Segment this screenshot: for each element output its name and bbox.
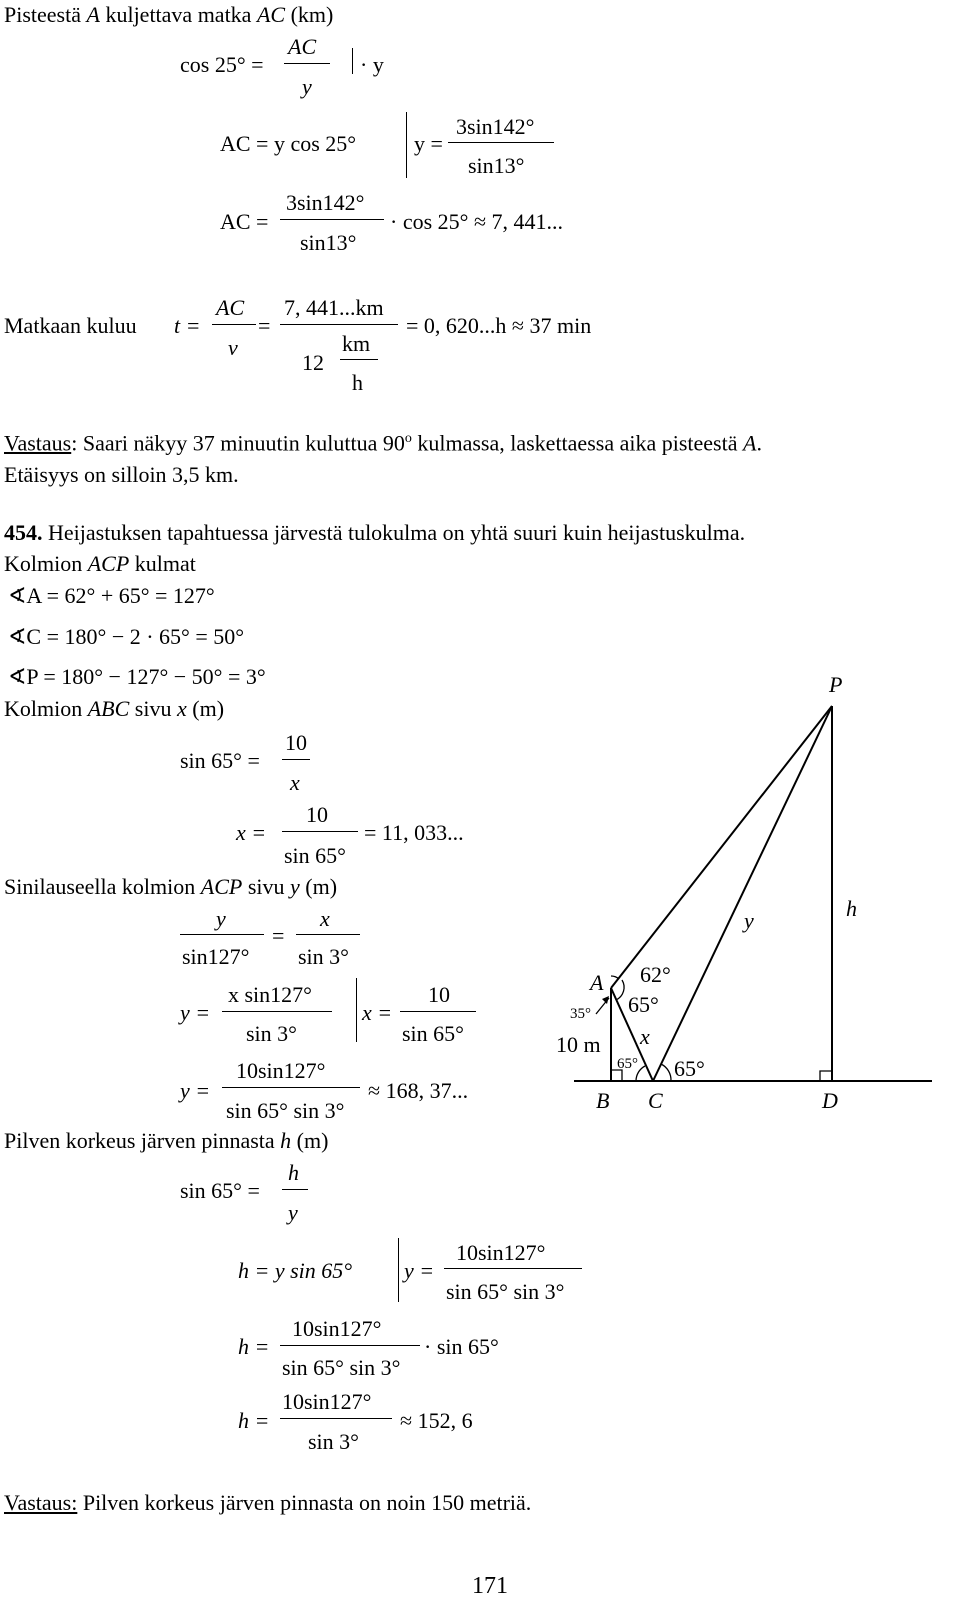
y2-den: sin 65° sin 3° — [226, 1098, 345, 1123]
eq1-left: cos 25° = — [180, 52, 264, 77]
text: kulmat — [129, 551, 196, 576]
eq3-right: · cos 25° ≈ 7, 441... — [390, 209, 564, 234]
law-den1: sin127° — [182, 944, 250, 969]
text: (m) — [299, 874, 338, 899]
eq1-den: y — [302, 74, 312, 99]
right-angle-D — [820, 1071, 832, 1081]
h3-left: h = — [238, 1334, 270, 1359]
text: (m) — [291, 1128, 329, 1153]
sin65-den: x — [290, 770, 300, 795]
h3-num: 10sin127° — [292, 1316, 382, 1341]
eq1-mult: · y — [360, 52, 384, 77]
eq2-sub-den: sin13° — [468, 153, 525, 178]
sin65-left: sin 65° = — [180, 748, 260, 773]
point-A: A — [86, 2, 100, 27]
label-P: P — [829, 672, 843, 697]
label-65-A: 65° — [628, 992, 659, 1017]
eq3-den: sin13° — [300, 230, 357, 255]
eq2-left: AC = y cos 25° — [220, 131, 357, 156]
angle-C-eq: ∢C = 180° − 2 · 65° = 50° — [8, 624, 245, 649]
answer1-text: kulmassa, laskettaessa aika pisteestä — [411, 430, 743, 456]
x-den: sin 65° — [284, 843, 346, 868]
variable-y: y — [290, 874, 300, 899]
problem-text: Heijastuksen tapahtuessa järvestä tulokulma on yhtä suuri kuin heijastuskulma. — [42, 520, 746, 545]
y1-sub-num: 10 — [428, 982, 450, 1007]
time-result: = 0, 620...h ≈ 37 min — [406, 313, 592, 338]
triangle-ACP: ACP — [87, 551, 130, 576]
h4-den: sin 3° — [308, 1429, 359, 1454]
point-A: A — [742, 430, 757, 456]
label-62: 62° — [640, 962, 671, 987]
label-D: D — [822, 1088, 838, 1113]
h4-num: 10sin127° — [282, 1389, 372, 1414]
label-x: x — [640, 1024, 650, 1049]
x-result: = 11, 033... — [364, 820, 464, 845]
segment-PC — [653, 706, 832, 1081]
h3-den: sin 65° sin 3° — [282, 1355, 401, 1380]
time-num1: AC — [216, 295, 245, 320]
law-eq: = — [272, 923, 285, 948]
answer2-label: Vastaus: — [4, 1490, 78, 1515]
arc-65-C-right — [661, 1064, 671, 1081]
h2-left: h = y sin 65° — [238, 1258, 353, 1283]
segment-PA — [611, 706, 832, 988]
y2-left: y = — [180, 1078, 211, 1103]
text: (m) — [186, 696, 225, 721]
label-B: B — [596, 1088, 610, 1113]
x-num: 10 — [306, 802, 328, 827]
triangle-ACP: ACP — [200, 874, 243, 899]
h2-sub-den: sin 65° sin 3° — [446, 1279, 565, 1304]
time-eq-sign: = — [258, 313, 271, 338]
eq3-num: 3sin142° — [286, 190, 365, 215]
time-den2-coef: 12 — [302, 350, 324, 375]
text: Kolmion — [4, 551, 88, 576]
label-y: y — [744, 908, 754, 933]
variable-h: h — [280, 1128, 292, 1153]
label-65-C-left: 65° — [617, 1056, 638, 1072]
law-num1: y — [216, 906, 226, 931]
eq2-sub-left: y = — [414, 131, 443, 156]
arc-62 — [611, 976, 619, 979]
law-den2: sin 3° — [298, 944, 349, 969]
text: sivu — [129, 696, 177, 721]
h4-result: ≈ 152, 6 — [400, 1408, 473, 1433]
time-label: Matkaan kuluu — [4, 313, 137, 338]
degree-sup: o — [404, 431, 412, 446]
h1-num: h — [288, 1160, 299, 1185]
y1-left: y = — [180, 1000, 211, 1025]
triangle-ABC: ABC — [87, 696, 130, 721]
answer1-label: Vastaus — [4, 430, 72, 456]
label-A: A — [590, 970, 604, 995]
variable-x: x — [176, 696, 187, 721]
heading-text: (km) — [285, 2, 334, 27]
y1-den: sin 3° — [246, 1021, 297, 1046]
x-left: x = — [236, 820, 267, 845]
h2-sub-left: y = — [404, 1258, 435, 1283]
text: Pilven korkeus järven pinnasta — [4, 1128, 281, 1153]
h2-sub-num: 10sin127° — [456, 1240, 546, 1265]
y2-result: ≈ 168, 37... — [368, 1078, 469, 1103]
angle-P-eq: ∢P = 180° − 127° − 50° = 3° — [8, 664, 266, 689]
h4-left: h = — [238, 1408, 270, 1433]
answer1-text: : Saari näkyy 37 minuutin kuluttua 90 — [71, 430, 405, 456]
eq3-left: AC = — [220, 209, 269, 234]
heading-text: Pisteestä — [4, 2, 87, 27]
h1-left: sin 65° = — [180, 1178, 260, 1203]
time-den2-den: h — [352, 370, 363, 395]
time-t-eq: t = — [174, 313, 201, 338]
y1-num: x sin127° — [228, 982, 312, 1007]
label-10m: 10 m — [556, 1032, 601, 1057]
eq1-num: AC — [288, 34, 317, 59]
text: Sinilauseella kolmion — [4, 874, 201, 899]
answer1-line2: Etäisyys on silloin 3,5 km. — [4, 462, 239, 487]
label-65-C-right: 65° — [674, 1056, 705, 1081]
y1-sub-den: sin 65° — [402, 1021, 464, 1046]
answer1-text: . — [756, 430, 762, 456]
time-den1: v — [228, 335, 238, 360]
text: sivu — [242, 874, 291, 899]
law-num2: x — [320, 906, 330, 931]
y2-num: 10sin127° — [236, 1058, 326, 1083]
heading-text: kuljettava matka — [99, 2, 257, 27]
y1-sub-left: x = — [362, 1000, 393, 1025]
time-den2-num: km — [342, 331, 371, 356]
label-h: h — [846, 896, 857, 921]
label-35: 35° — [570, 1006, 591, 1022]
segment-AC: AC — [256, 2, 286, 27]
angle-A-eq: ∢A = 62° + 65° = 127° — [8, 583, 215, 608]
time-num2: 7, 441...km — [284, 295, 384, 320]
sin65-num: 10 — [285, 730, 307, 755]
h1-den: y — [288, 1200, 298, 1225]
label-C: C — [648, 1088, 663, 1113]
problem-number: 454. — [4, 520, 43, 545]
page-number: 171 — [472, 1573, 508, 1599]
answer2-text: Pilven korkeus järven pinnasta on noin 150 metriä. — [77, 1490, 532, 1515]
text: Kolmion — [4, 696, 88, 721]
h3-right: · sin 65° — [424, 1334, 499, 1359]
eq2-sub-num: 3sin142° — [456, 114, 535, 139]
arc-65-A — [616, 980, 624, 1000]
